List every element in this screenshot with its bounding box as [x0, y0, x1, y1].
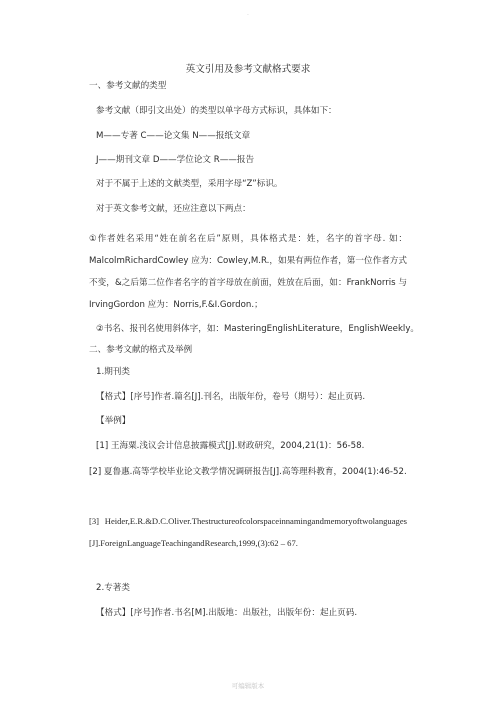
paragraph-italic-rule: ②书名、报刊名使用斜体字，如：MasteringEnglishLiterature，EnglishWeekly。 — [96, 324, 420, 334]
paragraph-types-intro: 参考文献（即引文出处）的类型以单字母方式标识，具体如下： — [96, 106, 337, 116]
document-title: 英文引用及参考文献格式要求 — [185, 64, 311, 75]
subsection-journal: 1.期刊类 — [96, 367, 130, 377]
header-mark: · — [247, 12, 249, 19]
paragraph-english-notes: 对于英文参考文献，还应注意以下两点： — [96, 204, 251, 214]
format-journal: 【格式】[序号]作者.篇名[J].刊名，出版年份，卷号（期号）：起止页码. — [96, 392, 366, 402]
paragraph-types-jdr: J——期刊文章 D——学位论文 R——报告 — [96, 155, 255, 165]
example-label: 【举例】 — [96, 416, 131, 426]
reference-3: [3] Heider,E.R.&D.C.Oliver.Thestructureofcolorspaceinnamingandmemoryoftwolanguages[J].ForeignLanguageTeachingandResearch,1999,(3):62 – 67. — [89, 516, 407, 548]
section-heading-1: 一、参考文献的类型 — [89, 81, 167, 91]
format-monograph: 【格式】[序号]作者.书名[M].出版地：出版社，出版年份：起止页码. — [96, 608, 358, 618]
paragraph-types-mcn: M——专著 C——论文集 N——报纸文章 — [96, 131, 251, 141]
reference-2: [2] 夏鲁惠.高等学校毕业论文教学情况调研报告[J].高等理科教育，2004(1):46-52. — [89, 467, 407, 477]
paragraph-type-z: 对于不属于上述的文献类型，采用字母“Z”标识。 — [96, 179, 283, 189]
paragraph-author-rule: ①作者姓名采用“姓在前名在后”原则，具体格式是：姓，名字的首字母. 如：MalcolmRichardCowley 应为：Cowley,M.R.，如果有两位作者，第一位作者方式不变，&之后第二位作者名字的首字母放在前面，姓放在后面，如：FrankNorris 与 IrvingGordon 应为：Norris,F.&I.Gordon.； — [89, 234, 407, 310]
reference-1: [1] 王海粟.浅议会计信息披露模式[J].财政研究，2004,21(1)：56-58. — [96, 441, 365, 451]
section-heading-2: 二、参考文献的格式及举例 — [89, 345, 193, 355]
footer-note: 可编辑版本 — [231, 682, 265, 690]
subsection-monograph: 2.专著类 — [96, 583, 130, 593]
